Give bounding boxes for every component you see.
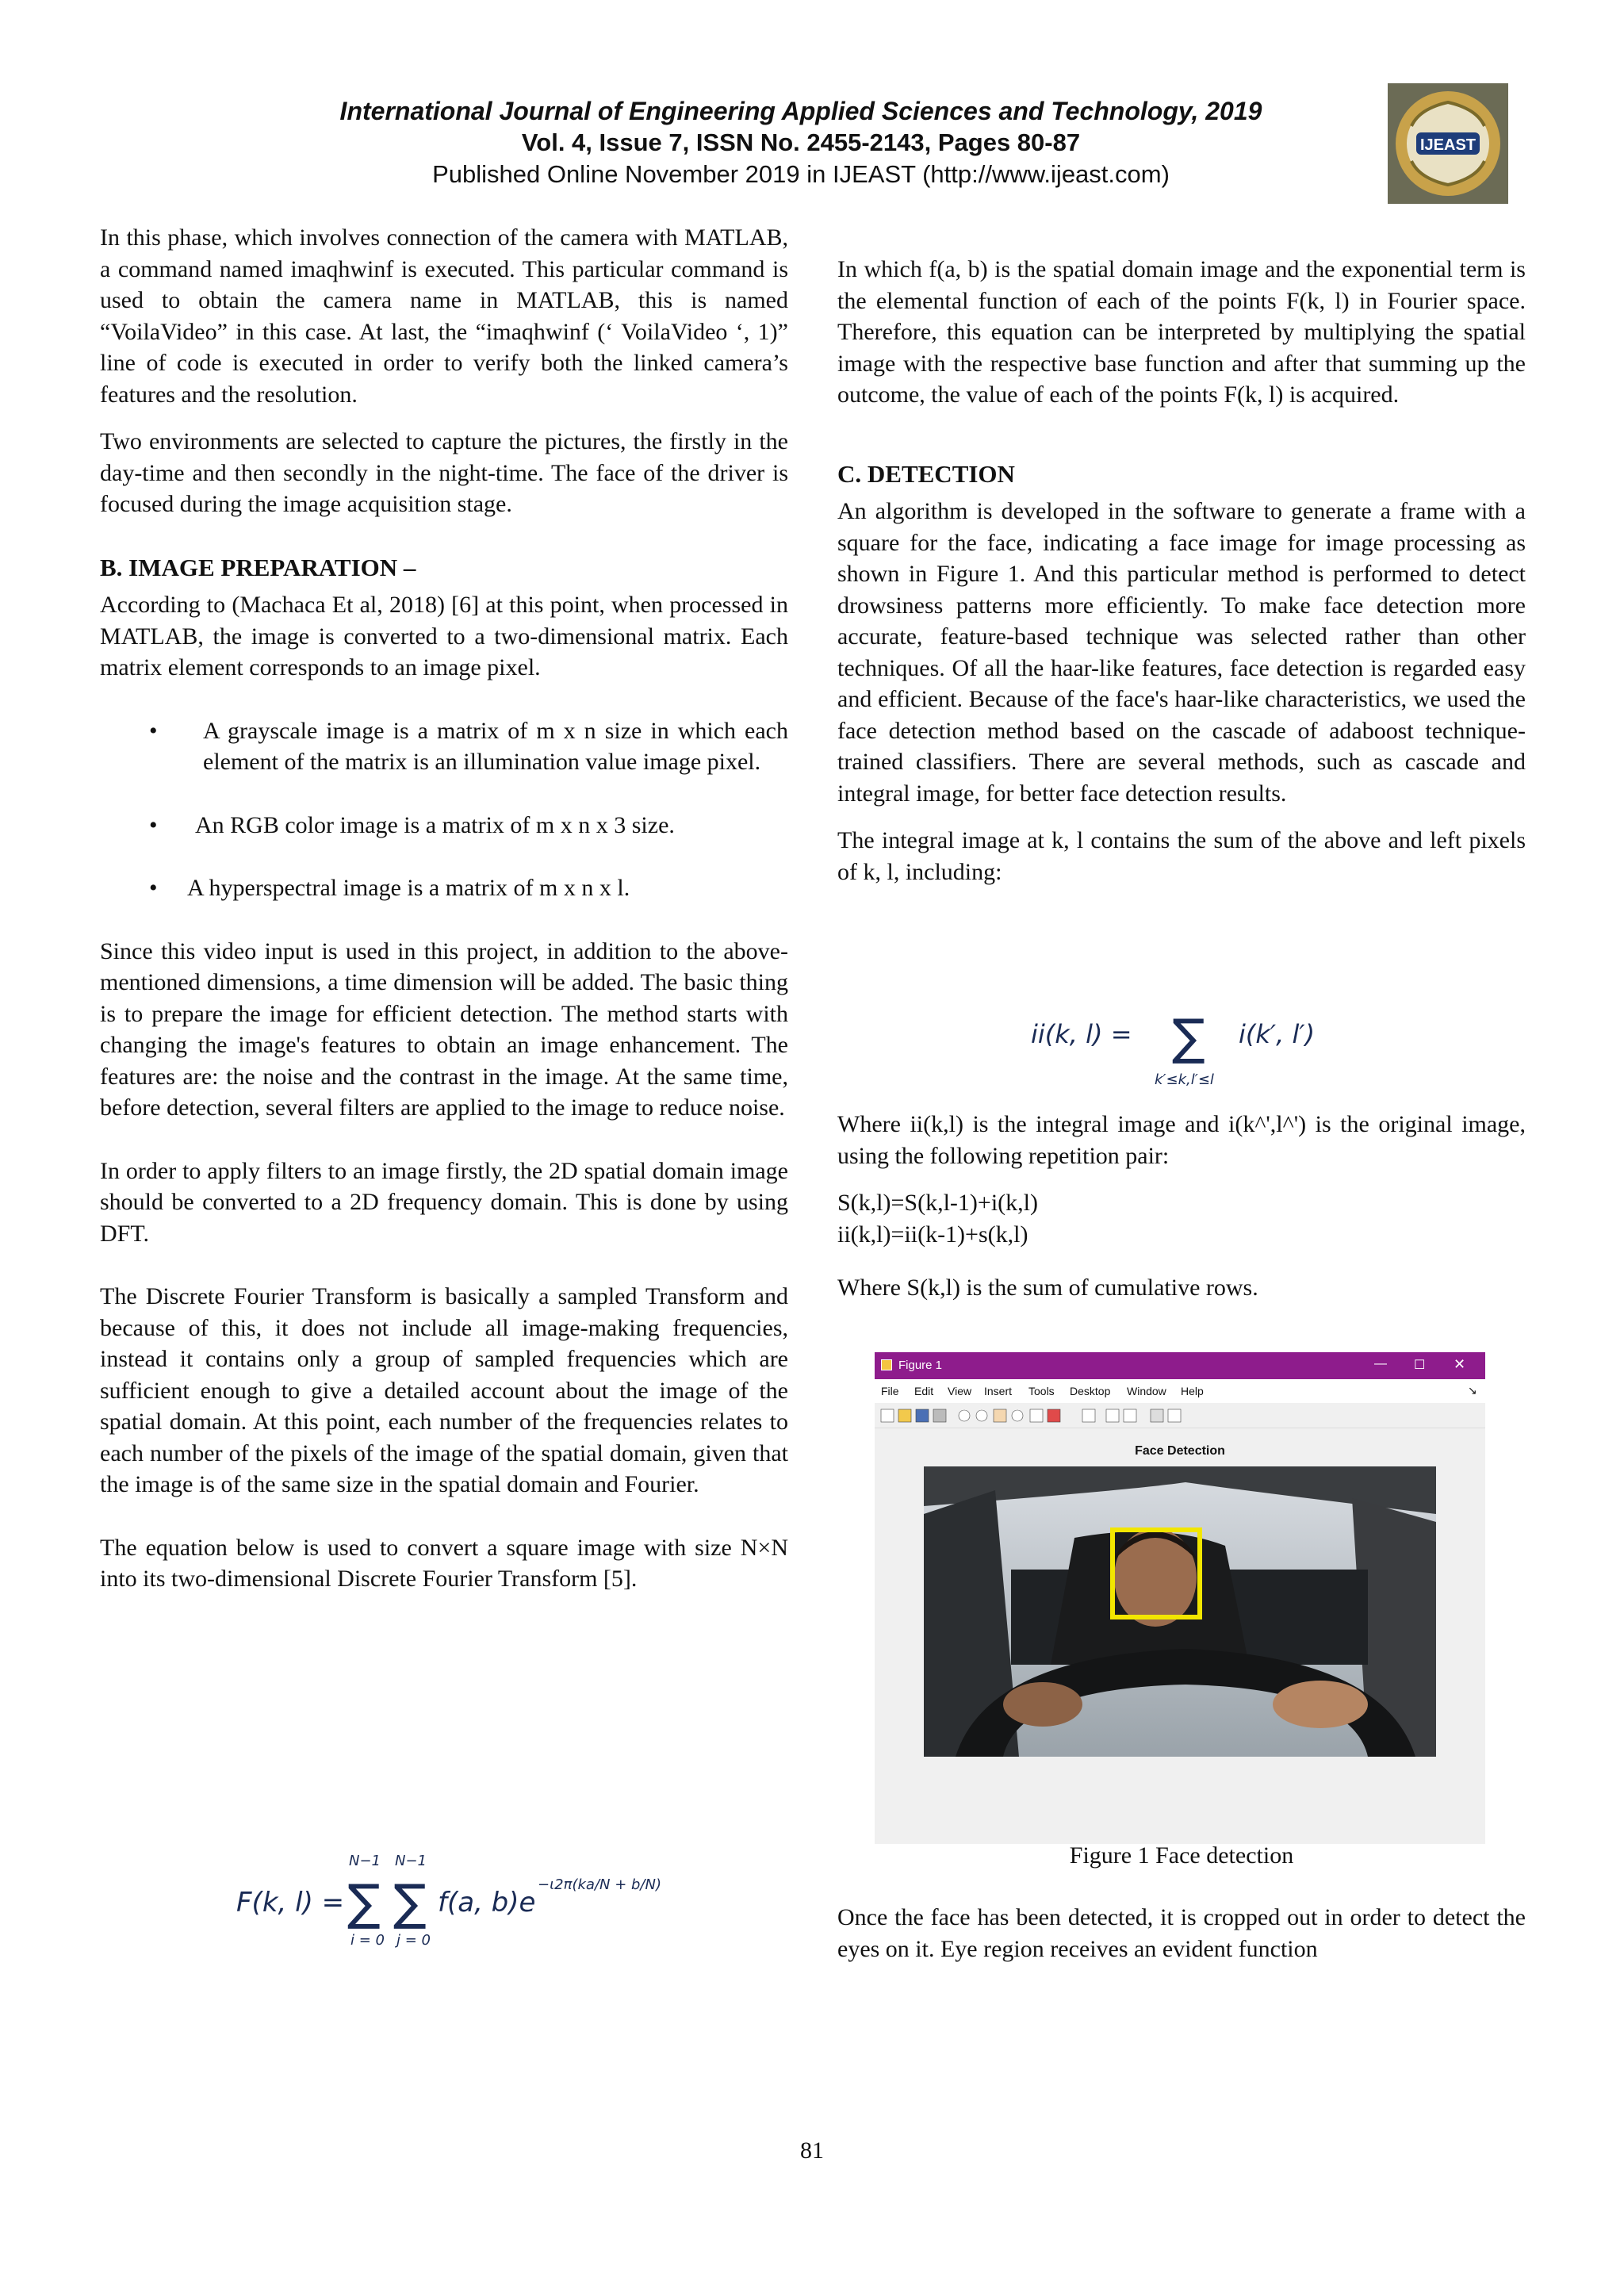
rotate-icon[interactable]: [1012, 1410, 1023, 1421]
menu-window[interactable]: Window: [1127, 1385, 1166, 1397]
svg-text:N−1: N−1: [395, 1853, 427, 1869]
logo-text: IJEAST: [1419, 136, 1477, 154]
paragraph: Where ii(k,l) is the integral image and i(k^',l^') is the original image, using the following repetition pair:: [837, 1111, 1526, 1169]
minimize-icon[interactable]: —: [1374, 1357, 1387, 1370]
svg-text:k′≤k,l′≤l: k′≤k,l′≤l: [1155, 1071, 1214, 1088]
list-item-text: A grayscale image is a matrix of m x n size in which each element of the matrix is an illumination value image pixel.: [203, 717, 788, 775]
integral-image-equation: [1031, 1003, 1364, 1091]
ijeast-logo: [1388, 83, 1508, 204]
paragraph: According to (Machaca Et al, 2018) [6] at this point, when processed in MATLAB, the image is converted to a two-dimensional matrix. Each matrix element corresponds to an image pixel.: [100, 592, 788, 680]
dock-arrow-icon[interactable]: ↘: [1468, 1384, 1477, 1397]
paragraph: The integral image at k, l contains the sum of the above and left pixels of k, l, including:: [837, 827, 1526, 885]
list-item-text: An RGB color image is a matrix of m x n x 3 size.: [195, 811, 675, 838]
right-column: [837, 254, 1526, 887]
figure-1: [875, 1352, 1485, 1844]
section-heading-b: B. IMAGE PREPARATION –: [100, 553, 416, 581]
list-item-text: A hyperspectral image is a matrix of m x n x l.: [187, 875, 630, 901]
right-column-continued: [837, 1109, 1526, 1304]
data-cursor-icon[interactable]: [1030, 1409, 1043, 1422]
journal-published: Published Online November 2019 in IJEAST (http://www.ijeast.com): [432, 160, 1170, 188]
svg-text:ii(k, l) =: ii(k, l) =: [1031, 1019, 1132, 1049]
menu-desktop[interactable]: Desktop: [1070, 1385, 1111, 1397]
zoom-out-icon[interactable]: [976, 1410, 987, 1421]
paragraph: In order to apply filters to an image firstly, the 2D spatial domain image should be converted to a 2D frequency domain. This is done by using DFT.: [100, 1157, 788, 1247]
legend-icon[interactable]: [1124, 1409, 1136, 1422]
menu-bar: [875, 1379, 1485, 1403]
list-item: [100, 872, 788, 904]
page-number: 81: [800, 2137, 824, 2164]
menu-tools[interactable]: Tools: [1028, 1385, 1055, 1397]
menu-edit[interactable]: Edit: [914, 1385, 934, 1397]
plot-title: Face Detection: [1135, 1444, 1225, 1458]
paragraph: An algorithm is developed in the software to generate a frame with a square for the face, indicating a face image for image processing as shown in Figure 1. And this particular method is performed to detect drowsiness patterns more efficiently. To make face detection more accurate, feature-based technique was selected rather than other techniques. Of all the haar-like features, face detection is regarded easy and efficient. Because of the face's haar-like characteristics, we used the face detection method based on the cascade of adaboost technique-trained classifiers. There are several methods, such as cascade and integral image, for better face detection results.: [837, 498, 1526, 807]
svg-text:∑: ∑: [393, 1873, 427, 1931]
new-figure-icon[interactable]: [881, 1409, 894, 1422]
save-icon[interactable]: [916, 1409, 929, 1422]
window-titlebar: [875, 1352, 1485, 1379]
window-title: Figure 1: [898, 1359, 943, 1372]
svg-text:∑: ∑: [1172, 1008, 1205, 1066]
menu-file[interactable]: File: [881, 1385, 899, 1397]
paragraph: In which f(a, b) is the spatial domain image and the exponential term is the elemental function of each of the points F(k, l) in Fourier space. Therefore, this equation can be interpreted by multiplying the spatial image with the respective base function and after that summing up the outcome, the value of each of the points F(k, l) is acquired.: [837, 256, 1526, 408]
link-icon[interactable]: [1082, 1409, 1095, 1422]
show-tools-icon[interactable]: [1168, 1409, 1181, 1422]
section-heading-c: C. DETECTION: [837, 459, 1015, 488]
journal-volume: Vol. 4, Issue 7, ISSN No. 2455-2143, Pages 80-87: [521, 128, 1081, 156]
figure-caption: Figure 1 Face detection: [1069, 1842, 1294, 1869]
close-icon[interactable]: ✕: [1454, 1356, 1466, 1372]
bullet-marker: •: [149, 811, 158, 838]
matlab-figure-icon: [881, 1359, 892, 1370]
colorbar-icon[interactable]: [1106, 1409, 1119, 1422]
journal-header: [262, 95, 1340, 190]
pan-icon[interactable]: [994, 1409, 1006, 1422]
open-icon[interactable]: [898, 1409, 911, 1422]
hide-tools-icon[interactable]: [1151, 1409, 1163, 1422]
paragraph: Since this video input is used in this project, in addition to the above-mentioned dimensions, a time dimension will be added. The basic thing is to prepare the image for efficient detection. The method starts with changing the image's features to obtain an image enhancement. The features are: the noise and the contrast in the image. At the same time, before detection, several filters are applied to the image to reduce noise.: [100, 937, 788, 1121]
paragraph: Two environments are selected to capture the pictures, the firstly in the day-time and then secondly in the night-time. The face of the driver is focused during the image acquisition stage.: [100, 428, 788, 517]
svg-text:f(a, b)e: f(a, b)e: [438, 1887, 536, 1918]
toolbar-icons: [875, 1403, 1485, 1428]
face-detection-image: [924, 1466, 1436, 1757]
paragraph: The Discrete Fourier Transform is basically a sampled Transform and because of this, it does not include all image-making frequencies, instead it contains only a group of sampled frequencies which are sufficient enough to give a detailed account about the image of the spatial domain. At this point, each number of the frequencies relates to each number of the pixels of the image of the spatial domain, given that the image is of the same size in the spatial domain and Fourier.: [100, 1283, 788, 1497]
right-column-bottom: [837, 1902, 1526, 1964]
paragraph: Once the face has been detected, it is cropped out in order to detect the eyes on it. Eye region receives an evident function: [837, 1904, 1526, 1962]
equation-line: ii(k,l)=ii(k-1)+s(k,l): [837, 1221, 1028, 1248]
plot-area: [875, 1428, 1485, 1844]
journal-title: International Journal of Engineering Applied Sciences and Technology, 2019: [339, 97, 1262, 125]
maximize-icon[interactable]: ☐: [1414, 1359, 1426, 1372]
svg-text:j = 0: j = 0: [396, 1932, 431, 1949]
list-item: [100, 715, 788, 778]
menu-help[interactable]: Help: [1181, 1385, 1204, 1397]
bullet-marker: •: [149, 875, 158, 901]
paragraph: The equation below is used to convert a square image with size N×N into its two-dimensional Discrete Fourier Transform [5].: [100, 1534, 788, 1592]
menu-insert[interactable]: Insert: [984, 1385, 1013, 1397]
equation-line: S(k,l)=S(k,l-1)+i(k,l): [837, 1190, 1038, 1216]
dft-equation: [230, 1848, 674, 1951]
bullet-marker: •: [149, 717, 158, 744]
svg-text:∑: ∑: [347, 1873, 381, 1931]
left-column: [100, 222, 788, 1595]
svg-text:i = 0: i = 0: [350, 1932, 385, 1949]
svg-text:N−1: N−1: [349, 1853, 381, 1869]
brush-icon[interactable]: [1048, 1409, 1060, 1422]
print-icon[interactable]: [933, 1409, 946, 1422]
paragraph: Where S(k,l) is the sum of cumulative rows.: [837, 1274, 1258, 1301]
paragraph: In this phase, which involves connection of the camera with MATLAB, a command named imaqhwinf is executed. This particular command is used to obtain the camera name in MATLAB, this is named “VoilaVideo” in this case. At last, the “imaqhwinf (‘ VoilaVideo ‘, 1)” line of code is executed in order to verify both the linked camera’s features and the resolution.: [100, 224, 788, 408]
svg-text:i(k′, l′): i(k′, l′): [1239, 1019, 1316, 1049]
menu-view[interactable]: View: [948, 1385, 972, 1397]
figure-toolbar: [875, 1403, 1485, 1428]
svg-text:−ι2π(ka/N + b/N): −ι2π(ka/N + b/N): [538, 1876, 661, 1893]
list-item: [100, 810, 788, 841]
svg-text:F(k, l) =: F(k, l) =: [236, 1887, 345, 1918]
zoom-in-icon[interactable]: [959, 1410, 970, 1421]
